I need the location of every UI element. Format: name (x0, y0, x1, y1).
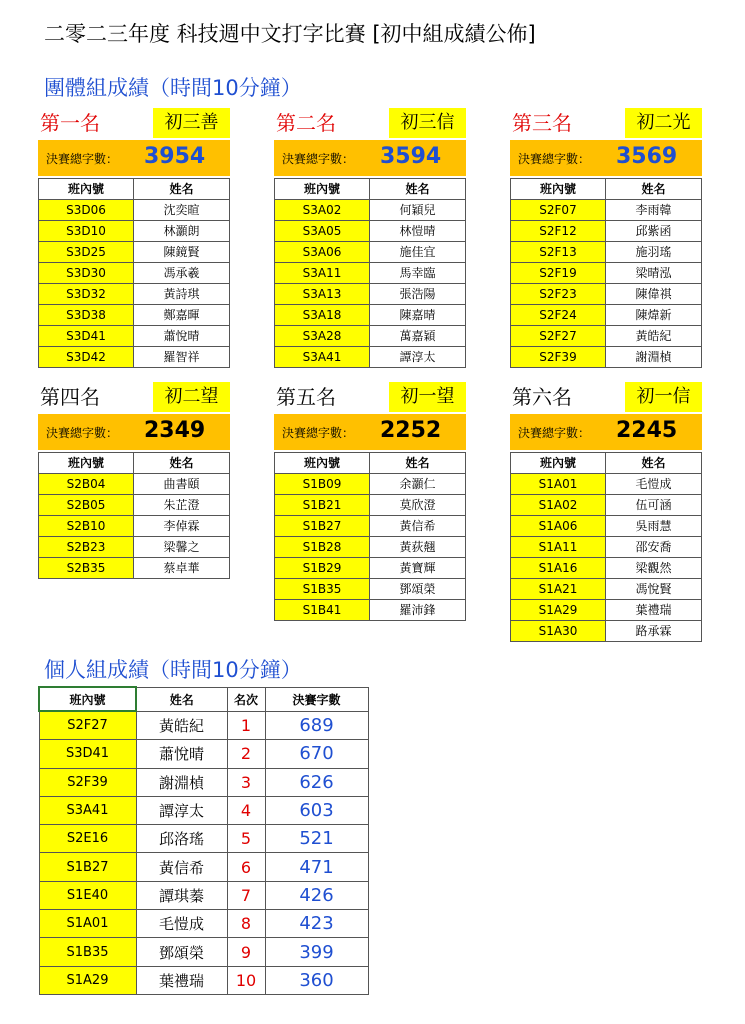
header-id: 班內號 (511, 453, 606, 474)
member-id: S3A02 (275, 200, 370, 221)
header-name: 姓名 (370, 179, 466, 200)
member-id: S3A11 (275, 263, 370, 284)
member-id: S3A06 (275, 242, 370, 263)
team-total: 3594 (380, 144, 442, 169)
team-class: 初一信 (625, 382, 702, 412)
team-total-box (38, 414, 230, 450)
team-member-row (511, 263, 702, 284)
member-name: 馬幸臨 (370, 263, 466, 284)
member-name: 施佳宜 (370, 242, 466, 263)
team-member-table (38, 178, 230, 368)
team-member-table (510, 452, 702, 642)
student-name: 鄧頌榮 (136, 938, 227, 966)
team-member-row (275, 221, 466, 242)
team-member-row (275, 347, 466, 368)
header-id: 班內號 (275, 453, 370, 474)
member-name: 梁觀然 (606, 558, 702, 579)
member-id: S2F24 (511, 305, 606, 326)
member-id: S1B29 (275, 558, 370, 579)
student-score: 423 (265, 910, 368, 938)
team-member-row (39, 347, 230, 368)
member-name: 黃皓紀 (606, 326, 702, 347)
team-member-row (39, 242, 230, 263)
member-id: S3D30 (39, 263, 134, 284)
member-name: 施羽瑤 (606, 242, 702, 263)
member-id: S1A02 (511, 495, 606, 516)
student-id: S2E16 (39, 825, 136, 853)
team-member-table (510, 178, 702, 368)
student-name: 譚琪蓁 (136, 881, 227, 909)
member-name: 邵安喬 (606, 537, 702, 558)
team-member-row (511, 347, 702, 368)
member-name: 羅智祥 (134, 347, 230, 368)
team-total-box (510, 140, 702, 176)
header-name: 姓名 (370, 453, 466, 474)
member-name: 莫欣澄 (370, 495, 466, 516)
member-name: 余灝仁 (370, 474, 466, 495)
student-rank: 3 (227, 768, 265, 796)
individual-row (39, 740, 368, 768)
team-total: 2252 (380, 418, 442, 443)
individual-row (39, 910, 368, 938)
member-name: 梁馨之 (134, 537, 230, 558)
team-member-row (511, 600, 702, 621)
member-id: S2B35 (39, 558, 134, 579)
member-name: 李倬霖 (134, 516, 230, 537)
member-id: S2F19 (511, 263, 606, 284)
member-id: S1A16 (511, 558, 606, 579)
member-id: S2F12 (511, 221, 606, 242)
team-member-row (511, 621, 702, 642)
member-name: 黃詩琪 (134, 284, 230, 305)
member-name: 黃荻翹 (370, 537, 466, 558)
member-id: S1A30 (511, 621, 606, 642)
team-member-row (511, 474, 702, 495)
team-member-row (39, 200, 230, 221)
team-member-row (275, 474, 466, 495)
team-total: 2245 (616, 418, 678, 443)
student-score: 399 (265, 938, 368, 966)
member-name: 萬嘉穎 (370, 326, 466, 347)
member-id: S3D06 (39, 200, 134, 221)
member-id: S3D41 (39, 326, 134, 347)
individual-results-table (38, 686, 369, 995)
member-id: S3D38 (39, 305, 134, 326)
team-member-row (39, 326, 230, 347)
member-id: S2B05 (39, 495, 134, 516)
team-rank: 第四名 (40, 385, 100, 409)
team-member-row (511, 305, 702, 326)
team-rank: 第六名 (512, 385, 572, 409)
member-name: 沈奕暄 (134, 200, 230, 221)
individual-row (39, 796, 368, 824)
member-id: S1A21 (511, 579, 606, 600)
total-label: 決賽總字數： (46, 426, 119, 440)
student-score: 360 (265, 966, 368, 994)
member-name: 謝淵楨 (606, 347, 702, 368)
team-member-table (274, 178, 466, 368)
student-score: 689 (265, 711, 368, 740)
team-member-row (511, 516, 702, 537)
member-id: S1B09 (275, 474, 370, 495)
member-id: S1B35 (275, 579, 370, 600)
team-header-row (275, 453, 466, 474)
team-member-row (275, 305, 466, 326)
student-id: S1A29 (39, 966, 136, 994)
member-id: S1A29 (511, 600, 606, 621)
team-total: 2349 (144, 418, 206, 443)
member-name: 邱紫函 (606, 221, 702, 242)
team-member-row (511, 326, 702, 347)
student-rank: 8 (227, 910, 265, 938)
member-id: S2F23 (511, 284, 606, 305)
member-id: S2F07 (511, 200, 606, 221)
team-section-title: 團體組成績（時間10分鐘） (44, 76, 302, 100)
member-id: S1B27 (275, 516, 370, 537)
total-label: 決賽總字數： (46, 152, 119, 166)
member-id: S3A05 (275, 221, 370, 242)
student-rank: 7 (227, 881, 265, 909)
member-name: 蔡卓華 (134, 558, 230, 579)
member-name: 何穎兒 (370, 200, 466, 221)
team-member-row (275, 242, 466, 263)
header-id: 班內號 (39, 453, 134, 474)
team-member-row (39, 474, 230, 495)
header-name: 姓名 (606, 453, 702, 474)
member-name: 蕭悅晴 (134, 326, 230, 347)
team-member-row (39, 263, 230, 284)
member-name: 林灝朗 (134, 221, 230, 242)
member-name: 林愷晴 (370, 221, 466, 242)
team-member-row (275, 284, 466, 305)
student-score: 471 (265, 853, 368, 881)
member-id: S3A28 (275, 326, 370, 347)
member-id: S2F39 (511, 347, 606, 368)
team-member-row (275, 326, 466, 347)
member-name: 陳鏡賢 (134, 242, 230, 263)
member-name: 葉禮瑞 (606, 600, 702, 621)
team-header-row (275, 179, 466, 200)
member-name: 黃寶輝 (370, 558, 466, 579)
member-name: 張浩陽 (370, 284, 466, 305)
member-name: 陳煒新 (606, 305, 702, 326)
header-name: 姓名 (134, 179, 230, 200)
individual-row (39, 938, 368, 966)
individual-section-title: 個人組成績（時間10分鐘） (44, 658, 302, 682)
team-member-row (275, 558, 466, 579)
student-id: S1A01 (39, 910, 136, 938)
header-id: 班內號 (275, 179, 370, 200)
student-id: S1E40 (39, 881, 136, 909)
student-name: 蕭悅晴 (136, 740, 227, 768)
member-id: S3D10 (39, 221, 134, 242)
member-name: 鄭嘉暉 (134, 305, 230, 326)
team-total-box (38, 140, 230, 176)
team-member-row (511, 495, 702, 516)
team-header-row (39, 179, 230, 200)
header-score: 決賽字數 (265, 687, 368, 711)
student-name: 黃皓紀 (136, 711, 227, 740)
header-name: 姓名 (606, 179, 702, 200)
team-member-row (39, 284, 230, 305)
team-total: 3569 (616, 144, 678, 169)
member-id: S1A01 (511, 474, 606, 495)
student-score: 521 (265, 825, 368, 853)
team-member-row (511, 242, 702, 263)
header-id: 班內號 (39, 179, 134, 200)
team-header-row (511, 179, 702, 200)
member-id: S3D42 (39, 347, 134, 368)
member-name: 陳偉祺 (606, 284, 702, 305)
member-id: S3A41 (275, 347, 370, 368)
student-name: 邱洛瑤 (136, 825, 227, 853)
student-score: 670 (265, 740, 368, 768)
individual-header-row (39, 687, 368, 711)
member-id: S1B28 (275, 537, 370, 558)
member-name: 馮承羲 (134, 263, 230, 284)
member-id: S3D32 (39, 284, 134, 305)
team-class: 初一望 (389, 382, 466, 412)
student-rank: 5 (227, 825, 265, 853)
member-name: 毛愷成 (606, 474, 702, 495)
team-member-row (275, 200, 466, 221)
total-label: 決賽總字數： (282, 152, 355, 166)
individual-row (39, 768, 368, 796)
team-member-row (511, 200, 702, 221)
team-member-row (39, 221, 230, 242)
member-name: 鄧頌榮 (370, 579, 466, 600)
total-label: 決賽總字數： (282, 426, 355, 440)
member-id: S2F27 (511, 326, 606, 347)
student-rank: 9 (227, 938, 265, 966)
member-id: S2B04 (39, 474, 134, 495)
student-rank: 4 (227, 796, 265, 824)
member-id: S2F13 (511, 242, 606, 263)
student-id: S3D41 (39, 740, 136, 768)
header-id[interactable]: 班內號 (39, 687, 136, 711)
total-label: 決賽總字數： (518, 426, 591, 440)
team-rank: 第三名 (512, 111, 572, 135)
member-name: 路承霖 (606, 621, 702, 642)
team-header-row (511, 453, 702, 474)
team-member-row (39, 558, 230, 579)
team-member-row (511, 284, 702, 305)
team-member-row (511, 558, 702, 579)
team-member-row (275, 579, 466, 600)
team-header-row (39, 453, 230, 474)
member-name: 朱芷澄 (134, 495, 230, 516)
student-id: S3A41 (39, 796, 136, 824)
team-total-box (510, 414, 702, 450)
header-id: 班內號 (511, 179, 606, 200)
member-id: S3D25 (39, 242, 134, 263)
team-member-row (275, 516, 466, 537)
header-name: 姓名 (134, 453, 230, 474)
member-name: 吳雨慧 (606, 516, 702, 537)
member-id: S1A06 (511, 516, 606, 537)
student-rank: 6 (227, 853, 265, 881)
member-id: S1B21 (275, 495, 370, 516)
team-member-row (39, 516, 230, 537)
team-member-row (511, 579, 702, 600)
member-name: 陳嘉晴 (370, 305, 466, 326)
member-name: 譚淳太 (370, 347, 466, 368)
member-name: 梁晴泓 (606, 263, 702, 284)
team-member-row (39, 537, 230, 558)
team-class: 初三信 (389, 108, 466, 138)
page-title: 二零二三年度 科技週中文打字比賽 [初中組成績公佈] (44, 22, 536, 46)
team-member-row (39, 305, 230, 326)
header-name: 姓名 (136, 687, 227, 711)
member-name: 羅沛鋒 (370, 600, 466, 621)
total-label: 決賽總字數： (518, 152, 591, 166)
team-member-row (511, 221, 702, 242)
member-id: S2B10 (39, 516, 134, 537)
team-total-box (274, 414, 466, 450)
student-rank: 1 (227, 711, 265, 740)
individual-row (39, 881, 368, 909)
team-total: 3954 (144, 144, 206, 169)
team-member-row (275, 600, 466, 621)
team-member-row (511, 537, 702, 558)
team-member-row (275, 495, 466, 516)
student-name: 謝淵楨 (136, 768, 227, 796)
member-name: 伍可涵 (606, 495, 702, 516)
team-rank: 第二名 (276, 111, 336, 135)
team-member-table (274, 452, 466, 621)
member-id: S1B41 (275, 600, 370, 621)
student-id: S2F27 (39, 711, 136, 740)
team-rank: 第一名 (40, 111, 100, 135)
team-class: 初二望 (153, 382, 230, 412)
team-rank: 第五名 (276, 385, 336, 409)
student-name: 譚淳太 (136, 796, 227, 824)
individual-row (39, 966, 368, 994)
student-id: S2F39 (39, 768, 136, 796)
student-score: 626 (265, 768, 368, 796)
individual-row (39, 853, 368, 881)
team-class: 初三善 (153, 108, 230, 138)
header-rank: 名次 (227, 687, 265, 711)
team-class: 初二光 (625, 108, 702, 138)
team-member-row (39, 495, 230, 516)
member-id: S3A18 (275, 305, 370, 326)
student-rank: 2 (227, 740, 265, 768)
member-name: 馮悅賢 (606, 579, 702, 600)
individual-row (39, 711, 368, 740)
student-score: 603 (265, 796, 368, 824)
member-name: 曲書頤 (134, 474, 230, 495)
student-rank: 10 (227, 966, 265, 994)
student-name: 毛愷成 (136, 910, 227, 938)
team-total-box (274, 140, 466, 176)
student-name: 葉禮瑞 (136, 966, 227, 994)
member-name: 李雨韓 (606, 200, 702, 221)
member-name: 黃信希 (370, 516, 466, 537)
student-id: S1B35 (39, 938, 136, 966)
team-member-row (275, 537, 466, 558)
individual-row (39, 825, 368, 853)
team-member-table (38, 452, 230, 579)
student-score: 426 (265, 881, 368, 909)
student-id: S1B27 (39, 853, 136, 881)
member-id: S2B23 (39, 537, 134, 558)
student-name: 黃信希 (136, 853, 227, 881)
team-member-row (275, 263, 466, 284)
member-id: S3A13 (275, 284, 370, 305)
member-id: S1A11 (511, 537, 606, 558)
